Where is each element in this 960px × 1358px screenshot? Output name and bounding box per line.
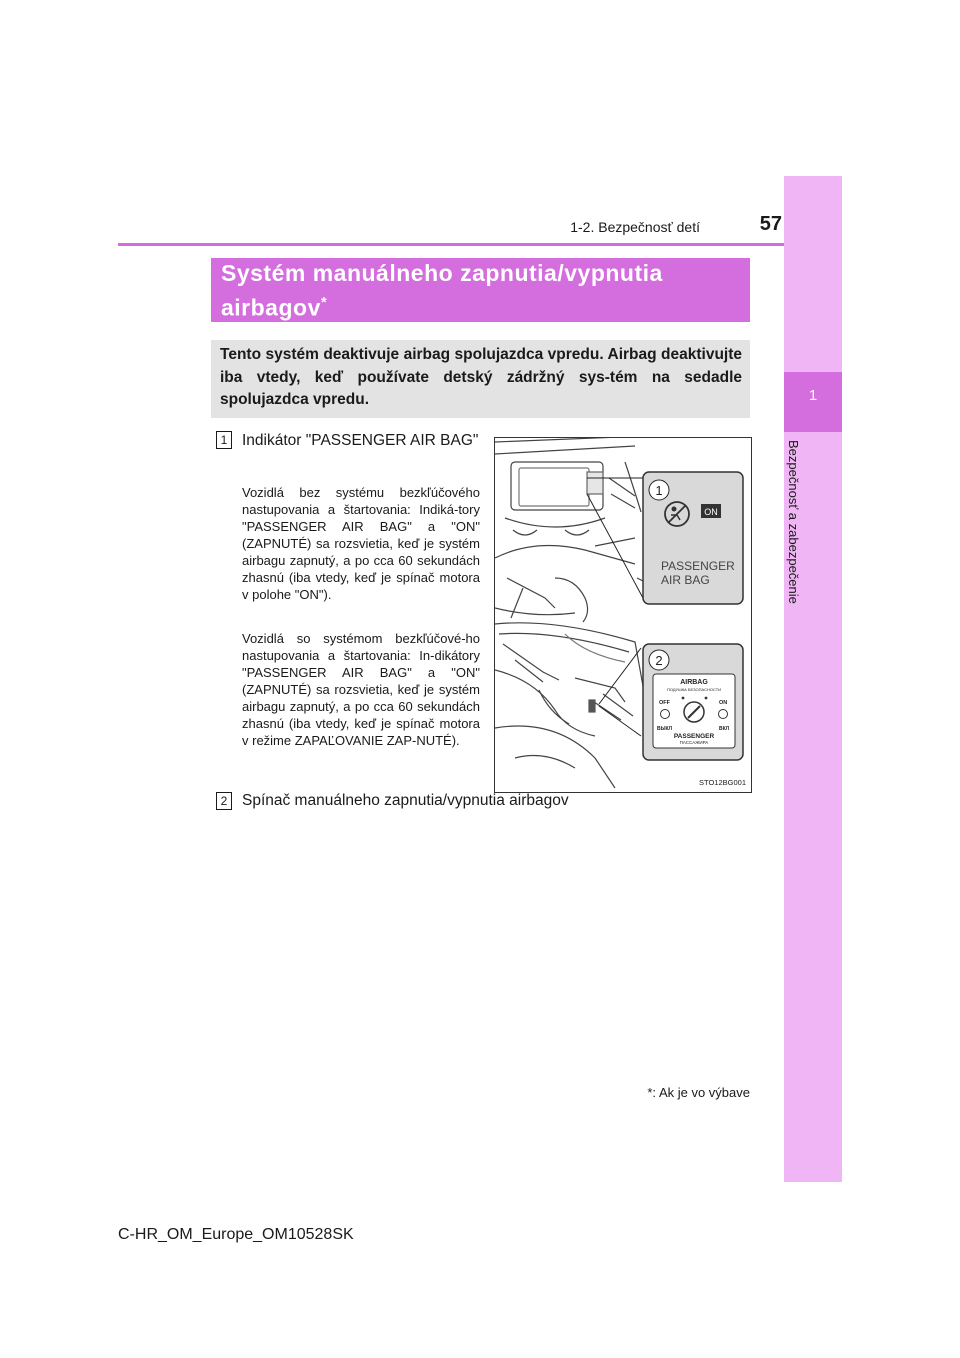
switch-off-label-ru: ВЫКЛ (657, 726, 673, 732)
item-1-body-without-smart-entry: Vozidlá bez systému bezkľúčového nastupovania a štartovania: Indiká-tory "PASSENGER AIR BAG" a "ON" (ZAPNUTÉ) sa rozsvietia, keď je systém airbagu zapnutý, a po cca 60 sekundách zhasnú (iba vtedy, keď je spínač motora v polohe "ON"). (242, 485, 480, 602)
dashboard-illustration (495, 438, 751, 792)
switch-passenger-label: PASSENGER (673, 733, 715, 740)
figure-callout-2-label: 2 (655, 653, 663, 668)
intro-text: Tento systém deaktivuje airbag spolujazdca vpredu. Airbag deaktivujte iba vtedy, keď používate detský zádržný sys-tém na sedadle spolujazdca vpredu. (220, 346, 742, 408)
switch-airbag-label-ru: ПОДУШКА БЕЗОПАСНОСТИ (666, 687, 722, 692)
header-section-title: 1-2. Bezpečnosť detí (570, 219, 700, 235)
optional-equipment-footnote: *: Ak je vo výbave (647, 1085, 750, 1100)
side-tab-chapter-label: Bezpečnosť a zabezpečenie (786, 440, 801, 604)
switch-airbag-label: AIRBAG (680, 679, 708, 686)
section-title-line1: Systém manuálneho zapnutia/vypnutia (221, 260, 663, 286)
switch-on-label-ru: ВКЛ (719, 726, 730, 732)
passenger-indicator-label: PASSENGER (661, 559, 735, 573)
callout-number-1: 1 (216, 431, 232, 449)
on-indicator-label: ON (704, 507, 718, 517)
section-title (221, 259, 741, 323)
switch-on-label: ON (719, 700, 728, 706)
figure-id: STO12BG001 (699, 778, 746, 787)
air-bag-indicator-label: AIR BAG (661, 573, 710, 587)
side-tab (784, 176, 842, 1182)
page-number: 57 (759, 213, 782, 235)
figure-callout-1-label: 1 (655, 483, 663, 498)
optional-equipment-asterisk: * (320, 294, 328, 311)
switch-passenger-label-ru: ПАССАЖИРА (679, 740, 709, 745)
item-1-body-with-smart-entry: Vozidlá so systémom bezkľúčové-ho nastupovania a štartovania: In-dikátory "PASSENGER AIR BAG" a "ON" (ZAPNUTÉ) sa rozsvietia, keď je systém airbagu zapnutý, a po cca 60 sekundách zhasnú (iba vtedy, keď je spínač motora v režime ZAPAĽOVANIE ZAP-NUTÉ). (242, 631, 480, 748)
item-1-title: Indikátor "PASSENGER AIR BAG" (242, 432, 479, 449)
airbag-switch-illustration (494, 437, 752, 793)
callout-number-2: 2 (216, 792, 232, 810)
side-tab-chapter-title (786, 440, 800, 620)
side-tab-chapter-number: 1 (808, 387, 818, 404)
item-2-title: Spínač manuálneho zapnutia/vypnutia airbagov (242, 792, 569, 809)
switch-off-label: OFF (659, 700, 670, 706)
header-divider (118, 243, 784, 246)
document-code: C-HR_OM_Europe_OM10528SK (118, 1226, 354, 1243)
section-title-line2: airbagov (221, 294, 321, 321)
